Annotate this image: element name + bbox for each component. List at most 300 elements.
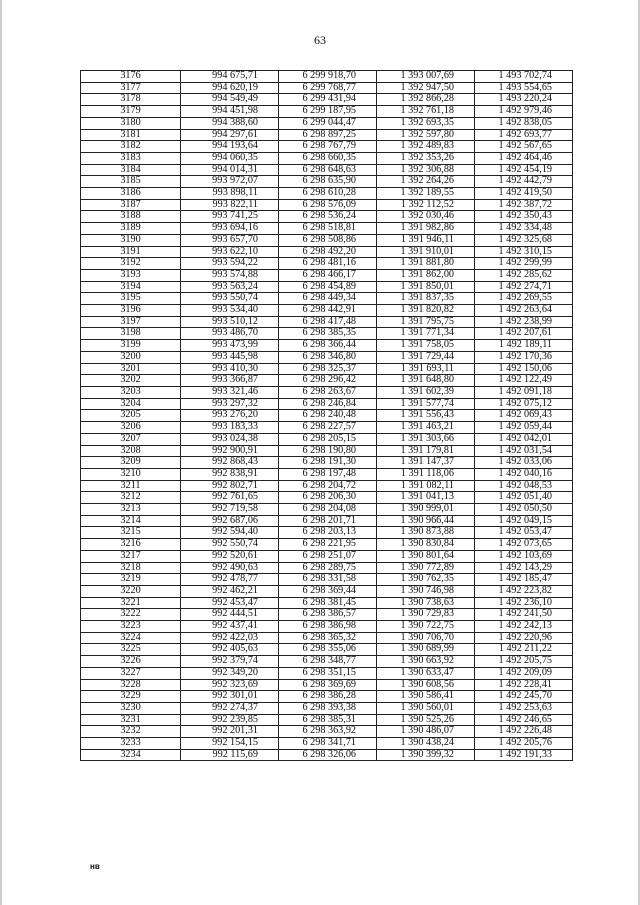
coordinates-table-container — [80, 70, 559, 761]
coordinate-cell: 6 298 191,30 — [279, 457, 377, 469]
point-number-cell: 3214 — [81, 515, 181, 527]
coordinate-cell: 1 492 253,63 — [475, 702, 573, 714]
table-row — [81, 258, 573, 270]
table-row — [81, 679, 573, 691]
coordinate-cell: 992 115,69 — [181, 749, 279, 761]
coordinate-cell: 1 492 263,64 — [475, 305, 573, 317]
coordinate-cell: 6 299 431,94 — [279, 94, 377, 106]
table-row — [81, 738, 573, 750]
coordinate-cell: 994 193,64 — [181, 141, 279, 153]
point-number-cell: 3215 — [81, 527, 181, 539]
table-row — [81, 492, 573, 504]
coordinate-cell: 6 298 449,34 — [279, 293, 377, 305]
coordinate-cell: 1 390 966,44 — [377, 515, 475, 527]
table-row — [81, 632, 573, 644]
table-row — [81, 714, 573, 726]
coordinate-cell: 993 972,07 — [181, 176, 279, 188]
coordinate-cell: 1 492 238,99 — [475, 316, 573, 328]
point-number-cell: 3204 — [81, 398, 181, 410]
coordinate-cell: 6 298 251,07 — [279, 550, 377, 562]
table-row — [81, 340, 573, 352]
point-number-cell: 3222 — [81, 609, 181, 621]
coordinate-cell: 1 492 122,49 — [475, 375, 573, 387]
point-number-cell: 3186 — [81, 188, 181, 200]
coordinate-cell: 993 410,30 — [181, 363, 279, 375]
point-number-cell: 3188 — [81, 211, 181, 223]
coordinate-cell: 1 390 830,84 — [377, 539, 475, 551]
coordinate-cell: 1 391 179,81 — [377, 445, 475, 457]
point-number-cell: 3233 — [81, 738, 181, 750]
coordinate-cell: 1 392 693,35 — [377, 117, 475, 129]
table-row — [81, 410, 573, 422]
coordinate-cell: 6 298 481,16 — [279, 258, 377, 270]
coordinate-cell: 1 492 220,96 — [475, 632, 573, 644]
point-number-cell: 3192 — [81, 258, 181, 270]
coordinate-cell: 1 492 285,62 — [475, 269, 573, 281]
coordinate-cell: 993 898,11 — [181, 188, 279, 200]
table-row — [81, 574, 573, 586]
coordinate-cell: 1 492 269,55 — [475, 293, 573, 305]
coordinate-cell: 6 298 363,92 — [279, 726, 377, 738]
coordinate-cell: 6 298 385,31 — [279, 714, 377, 726]
point-number-cell: 3181 — [81, 129, 181, 141]
coordinate-cell: 6 298 201,71 — [279, 515, 377, 527]
coordinate-cell: 1 391 041,13 — [377, 492, 475, 504]
coordinate-cell: 6 299 768,77 — [279, 82, 377, 94]
coordinate-cell: 992 868,43 — [181, 457, 279, 469]
table-row — [81, 585, 573, 597]
coordinate-cell: 1 492 042,01 — [475, 433, 573, 445]
coordinate-cell: 992 239,85 — [181, 714, 279, 726]
table-row — [81, 71, 573, 83]
coordinate-cell: 1 390 608,56 — [377, 679, 475, 691]
coordinate-cell: 993 024,38 — [181, 433, 279, 445]
coordinate-cell: 992 422,03 — [181, 632, 279, 644]
point-number-cell: 3187 — [81, 199, 181, 211]
table-row — [81, 445, 573, 457]
coordinate-cell: 992 405,63 — [181, 644, 279, 656]
coordinate-cell: 6 298 346,80 — [279, 351, 377, 363]
coordinate-cell: 1 390 729,83 — [377, 609, 475, 621]
coordinate-cell: 1 390 801,64 — [377, 550, 475, 562]
coordinate-cell: 1 393 007,69 — [377, 71, 475, 83]
point-number-cell: 3184 — [81, 164, 181, 176]
coordinate-cell: 1 492 454,19 — [475, 164, 573, 176]
coordinate-cell: 1 492 189,11 — [475, 340, 573, 352]
point-number-cell: 3213 — [81, 504, 181, 516]
coordinate-cell: 1 492 033,06 — [475, 457, 573, 469]
coordinate-cell: 6 298 381,45 — [279, 597, 377, 609]
table-row — [81, 199, 573, 211]
coordinate-cell: 993 486,70 — [181, 328, 279, 340]
coordinate-cell: 1 391 946,11 — [377, 234, 475, 246]
table-row — [81, 246, 573, 258]
coordinate-cell: 1 391 850,01 — [377, 281, 475, 293]
coordinate-cell: 6 298 897,25 — [279, 129, 377, 141]
point-number-cell: 3189 — [81, 223, 181, 235]
coordinate-cell: 1 492 299,99 — [475, 258, 573, 270]
point-number-cell: 3176 — [81, 71, 181, 83]
coordinate-cell: 1 391 602,39 — [377, 386, 475, 398]
coordinate-cell: 992 444,51 — [181, 609, 279, 621]
coordinate-cell: 1 390 586,41 — [377, 691, 475, 703]
coordinate-cell: 992 802,71 — [181, 480, 279, 492]
table-row — [81, 176, 573, 188]
coordinate-cell: 1 492 419,50 — [475, 188, 573, 200]
point-number-cell: 3198 — [81, 328, 181, 340]
coordinate-cell: 6 298 518,81 — [279, 223, 377, 235]
point-number-cell: 3230 — [81, 702, 181, 714]
coordinate-cell: 1 493 554,65 — [475, 82, 573, 94]
point-number-cell: 3224 — [81, 632, 181, 644]
coordinate-cell: 1 392 306,88 — [377, 164, 475, 176]
coordinate-cell: 1 492 838,05 — [475, 117, 573, 129]
coordinate-cell: 1 492 059,44 — [475, 422, 573, 434]
coordinate-cell: 6 298 355,06 — [279, 644, 377, 656]
scan-left-edge — [0, 0, 2, 905]
coordinate-cell: 1 492 246,65 — [475, 714, 573, 726]
coordinate-cell: 6 298 341,71 — [279, 738, 377, 750]
coordinate-cell: 1 391 771,34 — [377, 328, 475, 340]
coordinate-cell: 6 298 508,86 — [279, 234, 377, 246]
coordinate-cell: 994 451,98 — [181, 106, 279, 118]
coordinate-cell: 992 719,58 — [181, 504, 279, 516]
coordinate-cell: 6 298 635,90 — [279, 176, 377, 188]
table-row — [81, 316, 573, 328]
point-number-cell: 3183 — [81, 152, 181, 164]
coordinate-cell: 1 391 758,05 — [377, 340, 475, 352]
coordinate-cell: 1 492 236,10 — [475, 597, 573, 609]
coordinate-cell: 6 298 386,57 — [279, 609, 377, 621]
coordinate-cell: 1 492 211,22 — [475, 644, 573, 656]
coordinate-cell: 6 298 369,44 — [279, 585, 377, 597]
coordinate-cell: 1 392 189,55 — [377, 188, 475, 200]
coordinate-cell: 1 391 837,35 — [377, 293, 475, 305]
point-number-cell: 3229 — [81, 691, 181, 703]
coordinate-cell: 1 492 387,72 — [475, 199, 573, 211]
point-number-cell: 3177 — [81, 82, 181, 94]
coordinate-cell: 992 490,63 — [181, 562, 279, 574]
coordinate-cell: 6 298 767,79 — [279, 141, 377, 153]
point-number-cell: 3195 — [81, 293, 181, 305]
coordinate-cell: 1 390 746,98 — [377, 585, 475, 597]
coordinate-cell: 1 390 438,24 — [377, 738, 475, 750]
coordinate-cell: 1 492 205,75 — [475, 656, 573, 668]
point-number-cell: 3218 — [81, 562, 181, 574]
point-number-cell: 3216 — [81, 539, 181, 551]
coordinate-cell: 1 391 082,11 — [377, 480, 475, 492]
point-number-cell: 3223 — [81, 621, 181, 633]
coordinate-cell: 6 298 204,08 — [279, 504, 377, 516]
table-row — [81, 562, 573, 574]
table-row — [81, 609, 573, 621]
coordinate-cell: 992 201,31 — [181, 726, 279, 738]
coordinate-cell: 993 741,25 — [181, 211, 279, 223]
coordinate-cell: 6 299 187,95 — [279, 106, 377, 118]
point-number-cell: 3210 — [81, 468, 181, 480]
coordinate-cell: 1 492 241,50 — [475, 609, 573, 621]
coordinate-cell: 992 900,91 — [181, 445, 279, 457]
table-row — [81, 597, 573, 609]
point-number-cell: 3212 — [81, 492, 181, 504]
coordinate-cell: 992 437,41 — [181, 621, 279, 633]
coordinate-cell: 994 388,60 — [181, 117, 279, 129]
coordinate-cell: 1 392 597,80 — [377, 129, 475, 141]
coordinate-cell: 992 550,74 — [181, 539, 279, 551]
coordinate-cell: 6 298 365,32 — [279, 632, 377, 644]
point-number-cell: 3190 — [81, 234, 181, 246]
coordinate-cell: 6 298 369,69 — [279, 679, 377, 691]
point-number-cell: 3232 — [81, 726, 181, 738]
table-row — [81, 363, 573, 375]
table-row — [81, 141, 573, 153]
coordinate-cell: 6 298 206,30 — [279, 492, 377, 504]
coordinate-cell: 1 492 170,36 — [475, 351, 573, 363]
coordinate-cell: 1 492 091,18 — [475, 386, 573, 398]
coordinate-cell: 1 492 205,76 — [475, 738, 573, 750]
coordinate-cell: 992 478,77 — [181, 574, 279, 586]
table-row — [81, 328, 573, 340]
table-row — [81, 422, 573, 434]
coordinate-cell: 6 298 246,84 — [279, 398, 377, 410]
point-number-cell: 3178 — [81, 94, 181, 106]
coordinate-cell: 1 492 075,12 — [475, 398, 573, 410]
point-number-cell: 3201 — [81, 363, 181, 375]
coordinate-cell: 993 694,16 — [181, 223, 279, 235]
coordinate-cell: 994 297,61 — [181, 129, 279, 141]
coordinate-cell: 6 298 610,28 — [279, 188, 377, 200]
coordinate-cell: 1 493 220,24 — [475, 94, 573, 106]
coordinate-cell: 6 299 044,47 — [279, 117, 377, 129]
coordinate-cell: 1 390 486,07 — [377, 726, 475, 738]
coordinate-cell: 1 391 118,06 — [377, 468, 475, 480]
coordinate-cell: 1 492 350,43 — [475, 211, 573, 223]
coordinate-cell: 1 391 303,66 — [377, 433, 475, 445]
coordinate-cell: 1 492 245,70 — [475, 691, 573, 703]
coordinate-cell: 1 492 325,68 — [475, 234, 573, 246]
coordinate-cell: 992 594,40 — [181, 527, 279, 539]
table-row — [81, 106, 573, 118]
coordinate-cell: 1 492 464,46 — [475, 152, 573, 164]
point-number-cell: 3209 — [81, 457, 181, 469]
table-row — [81, 504, 573, 516]
point-number-cell: 3179 — [81, 106, 181, 118]
coordinate-cell: 1 390 873,88 — [377, 527, 475, 539]
table-row — [81, 281, 573, 293]
table-row — [81, 433, 573, 445]
point-number-cell: 3211 — [81, 480, 181, 492]
point-number-cell: 3180 — [81, 117, 181, 129]
point-number-cell: 3208 — [81, 445, 181, 457]
coordinate-cell: 6 298 227,57 — [279, 422, 377, 434]
table-row — [81, 527, 573, 539]
coordinate-cell: 1 492 334,48 — [475, 223, 573, 235]
table-row — [81, 152, 573, 164]
point-number-cell: 3197 — [81, 316, 181, 328]
table-row — [81, 129, 573, 141]
coordinate-cell: 6 299 918,70 — [279, 71, 377, 83]
coordinate-cell: 1 492 274,71 — [475, 281, 573, 293]
coordinate-cell: 6 298 466,17 — [279, 269, 377, 281]
coordinate-cell: 1 492 049,15 — [475, 515, 573, 527]
coordinate-cell: 992 462,21 — [181, 585, 279, 597]
coordinate-cell: 1 391 648,80 — [377, 375, 475, 387]
point-number-cell: 3205 — [81, 410, 181, 422]
table-row — [81, 691, 573, 703]
point-number-cell: 3182 — [81, 141, 181, 153]
table-row — [81, 726, 573, 738]
table-row — [81, 223, 573, 235]
table-row — [81, 94, 573, 106]
coordinate-cell: 1 390 633,47 — [377, 667, 475, 679]
coordinate-cell: 6 298 326,06 — [279, 749, 377, 761]
coordinate-cell: 6 298 442,91 — [279, 305, 377, 317]
coordinate-cell: 6 298 386,28 — [279, 691, 377, 703]
coordinate-cell: 1 391 147,37 — [377, 457, 475, 469]
coordinate-cell: 993 276,20 — [181, 410, 279, 422]
coordinate-cell: 1 391 881,80 — [377, 258, 475, 270]
coordinate-cell: 6 298 221,95 — [279, 539, 377, 551]
coordinate-cell: 6 298 203,13 — [279, 527, 377, 539]
coordinate-cell: 994 014,31 — [181, 164, 279, 176]
coordinate-cell: 1 492 103,69 — [475, 550, 573, 562]
coordinate-cell: 993 534,40 — [181, 305, 279, 317]
coordinate-cell: 1 390 560,01 — [377, 702, 475, 714]
coordinate-cell: 1 391 693,11 — [377, 363, 475, 375]
coordinate-cell: 1 492 048,53 — [475, 480, 573, 492]
point-number-cell: 3200 — [81, 351, 181, 363]
coordinate-cell: 6 298 648,63 — [279, 164, 377, 176]
table-row — [81, 188, 573, 200]
point-number-cell: 3221 — [81, 597, 181, 609]
coordinate-cell: 993 473,99 — [181, 340, 279, 352]
coordinate-cell: 6 298 393,38 — [279, 702, 377, 714]
coordinate-cell: 6 298 385,35 — [279, 328, 377, 340]
coordinate-cell: 992 349,20 — [181, 667, 279, 679]
coordinate-cell: 1 390 999,01 — [377, 504, 475, 516]
coordinate-cell: 992 838,91 — [181, 468, 279, 480]
table-row — [81, 305, 573, 317]
table-row — [81, 117, 573, 129]
coordinate-cell: 1 391 463,21 — [377, 422, 475, 434]
coordinate-cell: 993 445,98 — [181, 351, 279, 363]
point-number-cell: 3185 — [81, 176, 181, 188]
coordinate-cell: 6 298 263,67 — [279, 386, 377, 398]
table-row — [81, 386, 573, 398]
coordinate-cell: 994 675,71 — [181, 71, 279, 83]
coordinate-cell: 1 392 866,28 — [377, 94, 475, 106]
coordinate-cell: 6 298 296,42 — [279, 375, 377, 387]
coordinate-cell: 1 391 982,86 — [377, 223, 475, 235]
coordinate-cell: 1 390 706,70 — [377, 632, 475, 644]
coordinate-cell: 6 298 366,44 — [279, 340, 377, 352]
coordinate-cell: 6 298 348,77 — [279, 656, 377, 668]
point-number-cell: 3217 — [81, 550, 181, 562]
coordinate-cell: 1 390 762,35 — [377, 574, 475, 586]
table-body — [81, 71, 573, 761]
coordinate-cell: 1 492 310,15 — [475, 246, 573, 258]
table-row — [81, 234, 573, 246]
footer-mark: нв — [90, 862, 100, 871]
coordinate-cell: 993 657,70 — [181, 234, 279, 246]
coordinate-cell: 1 392 489,83 — [377, 141, 475, 153]
coordinate-cell: 1 492 209,09 — [475, 667, 573, 679]
coordinate-cell: 6 298 386,98 — [279, 621, 377, 633]
coordinate-cell: 1 392 353,26 — [377, 152, 475, 164]
point-number-cell: 3231 — [81, 714, 181, 726]
coordinate-cell: 6 298 536,24 — [279, 211, 377, 223]
point-number-cell: 3227 — [81, 667, 181, 679]
coordinate-cell: 1 390 722,75 — [377, 621, 475, 633]
coordinate-cell: 6 298 190,80 — [279, 445, 377, 457]
coordinate-cell: 1 390 738,63 — [377, 597, 475, 609]
coordinate-cell: 992 453,47 — [181, 597, 279, 609]
table-row — [81, 621, 573, 633]
coordinate-cell: 992 323,69 — [181, 679, 279, 691]
coordinate-cell: 993 563,24 — [181, 281, 279, 293]
coordinate-cell: 1 492 979,46 — [475, 106, 573, 118]
point-number-cell: 3196 — [81, 305, 181, 317]
coordinate-cell: 1 391 910,01 — [377, 246, 475, 258]
point-number-cell: 3194 — [81, 281, 181, 293]
table-row — [81, 702, 573, 714]
coordinate-cell: 1 392 112,52 — [377, 199, 475, 211]
coordinate-cell: 993 321,46 — [181, 386, 279, 398]
coordinate-cell: 994 060,35 — [181, 152, 279, 164]
table-row — [81, 457, 573, 469]
coordinate-cell: 992 520,61 — [181, 550, 279, 562]
coordinate-cell: 6 298 576,09 — [279, 199, 377, 211]
coordinate-cell: 6 298 205,15 — [279, 433, 377, 445]
table-row — [81, 656, 573, 668]
coordinate-cell: 1 492 242,13 — [475, 621, 573, 633]
coordinate-cell: 993 297,32 — [181, 398, 279, 410]
table-row — [81, 749, 573, 761]
table-row — [81, 293, 573, 305]
coordinate-cell: 6 298 289,75 — [279, 562, 377, 574]
table-row — [81, 164, 573, 176]
coordinate-cell: 1 492 191,33 — [475, 749, 573, 761]
coordinate-cell: 1 392 264,26 — [377, 176, 475, 188]
table-row — [81, 550, 573, 562]
point-number-cell: 3202 — [81, 375, 181, 387]
coordinate-cell: 6 298 417,48 — [279, 316, 377, 328]
coordinate-cell: 1 391 729,44 — [377, 351, 475, 363]
coordinate-cell: 1 492 207,61 — [475, 328, 573, 340]
coordinate-cell: 1 391 820,82 — [377, 305, 475, 317]
coordinate-cell: 992 761,65 — [181, 492, 279, 504]
coordinate-cell: 1 492 226,48 — [475, 726, 573, 738]
coordinate-cell: 993 183,33 — [181, 422, 279, 434]
point-number-cell: 3228 — [81, 679, 181, 691]
coordinate-cell: 6 298 351,15 — [279, 667, 377, 679]
table-row — [81, 480, 573, 492]
coordinate-cell: 993 574,88 — [181, 269, 279, 281]
point-number-cell: 3199 — [81, 340, 181, 352]
coordinate-cell: 6 298 204,72 — [279, 480, 377, 492]
coordinate-cell: 1 492 031,54 — [475, 445, 573, 457]
coordinate-cell: 1 492 053,47 — [475, 527, 573, 539]
coordinate-cell: 1 392 030,46 — [377, 211, 475, 223]
table-row — [81, 82, 573, 94]
table-row — [81, 375, 573, 387]
point-number-cell: 3206 — [81, 422, 181, 434]
coordinate-cell: 1 492 150,06 — [475, 363, 573, 375]
coordinate-cell: 1 492 228,41 — [475, 679, 573, 691]
coordinate-cell: 992 379,74 — [181, 656, 279, 668]
coordinate-cell: 992 154,15 — [181, 738, 279, 750]
coordinate-cell: 6 298 197,48 — [279, 468, 377, 480]
